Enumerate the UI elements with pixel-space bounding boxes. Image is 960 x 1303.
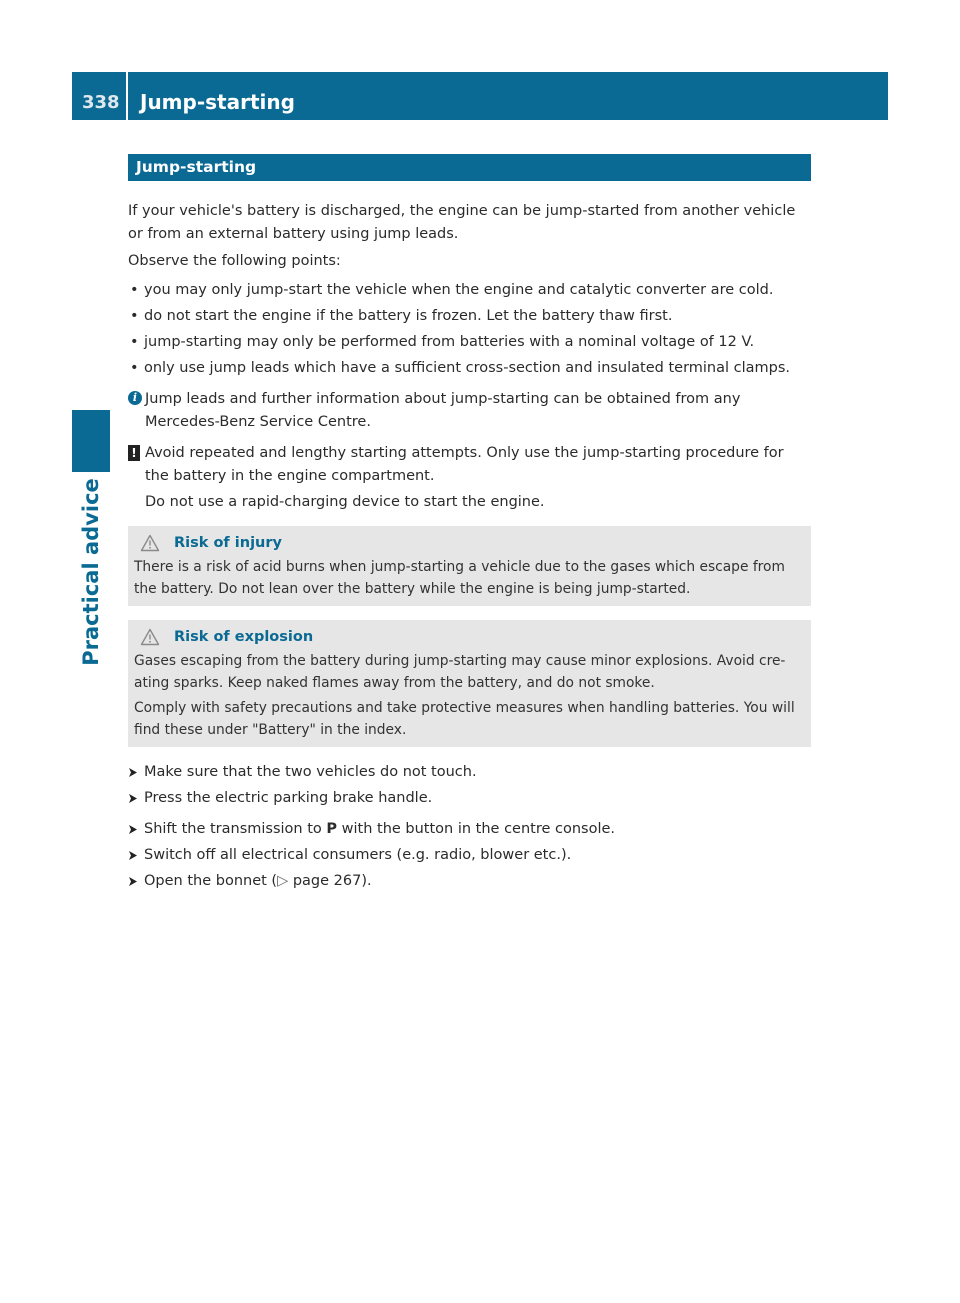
step-item xyxy=(128,870,811,893)
step-item xyxy=(128,818,811,841)
warning-box-injury xyxy=(128,526,811,606)
warning-text: Comply with safety precautions and take protective measures when handling batteries. You will find these under "Battery" in the index. xyxy=(134,700,795,738)
step-item xyxy=(128,787,811,810)
caution-note-text: Avoid repeated and lengthy starting attempts. Only use the jump-starting procedure for the battery in the engine compartment. xyxy=(145,445,784,484)
warning-title: Risk of explosion xyxy=(174,629,314,645)
step-arrow-icon xyxy=(128,876,138,887)
section-title: Jump-starting xyxy=(128,154,811,181)
page-number: 338 xyxy=(82,92,120,113)
chapter-label xyxy=(72,480,110,664)
page-reference-arrow-icon: ▷ xyxy=(277,873,289,889)
caution-icon: ! xyxy=(128,445,140,461)
warning-title: Risk of injury xyxy=(174,535,282,551)
warning-heading xyxy=(134,531,803,555)
list-item: • only use jump leads which have a sufficient cross-section and insulated terminal clamps. xyxy=(128,357,811,380)
chapter-label-text: Practical advice xyxy=(79,478,104,666)
caution-note-text: Do not use a rapid-charging device to start the engine. xyxy=(145,494,545,510)
warning-triangle-icon xyxy=(140,534,160,552)
info-note-text: Jump leads and further information about jump-starting can be obtained from any Mercedes-Benz Service Centre. xyxy=(145,391,741,430)
step-text: with the button in the centre console. xyxy=(337,821,616,837)
intro-paragraph: Observe the following points: xyxy=(128,253,341,269)
page-content xyxy=(128,154,811,896)
warning-text: There is a risk of acid burns when jump-starting a vehicle due to the gases which escape from the battery. Do not lean over the battery while the engine is being jump-started. xyxy=(134,559,785,597)
list-item: • jump-starting may only be performed from batteries with a nominal voltage of 12 V. xyxy=(128,331,811,354)
step-text: ). xyxy=(361,873,372,889)
info-note xyxy=(128,388,811,434)
warning-triangle-icon xyxy=(140,628,160,646)
page-header-title: Jump-starting xyxy=(140,90,295,114)
gear-position: P xyxy=(326,821,338,837)
caution-note xyxy=(128,442,811,514)
header-divider xyxy=(126,72,128,120)
step-text: Shift the transmission to xyxy=(144,821,327,837)
step-item xyxy=(128,761,811,784)
chapter-tab xyxy=(72,410,110,472)
list-item: • you may only jump-start the vehicle when the engine and catalytic converter are cold. xyxy=(128,279,811,302)
points-list xyxy=(128,279,811,380)
page-reference-link[interactable]: page 267 xyxy=(288,873,362,889)
steps-list xyxy=(128,761,811,893)
info-icon: i xyxy=(128,391,142,405)
step-text: Make sure that the two vehicles do not touch. xyxy=(144,764,477,780)
step-arrow-icon xyxy=(128,767,138,778)
intro-paragraph: If your vehicle's battery is discharged, the engine can be jump-started from another vehicle or from an external battery using jump leads. xyxy=(128,203,796,242)
warning-text: Gases escaping from the battery during jump-starting may cause minor explosions. Avoid cre-ating sparks. Keep naked flames away from the battery, and do not smoke. xyxy=(134,653,786,691)
list-item: • do not start the engine if the battery is frozen. Let the battery thaw first. xyxy=(128,305,811,328)
step-arrow-icon xyxy=(128,850,138,861)
step-text: Switch off all electrical consumers (e.g. radio, blower etc.). xyxy=(144,847,572,863)
step-arrow-icon xyxy=(128,824,138,835)
step-item xyxy=(128,844,811,867)
warning-heading xyxy=(134,625,803,649)
step-arrow-icon xyxy=(128,793,138,804)
step-text: Open the bonnet ( xyxy=(144,873,278,889)
step-text: Press the electric parking brake handle. xyxy=(144,790,433,806)
warning-box-explosion xyxy=(128,620,811,747)
